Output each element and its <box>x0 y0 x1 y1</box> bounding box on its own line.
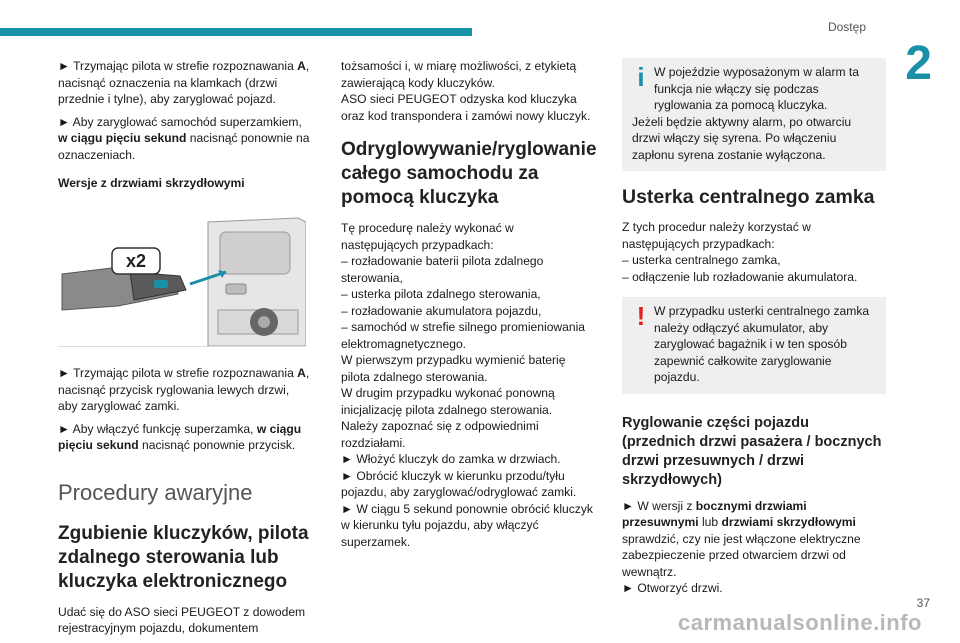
warning-note <box>622 297 886 394</box>
subheading: Ryglowanie części pojazdu (przednich drzwi pasażera / bocznych drzwi przesuwnych / drzwi skrzydłowych) <box>622 414 882 488</box>
list-item: – usterka pilota zdalnego sterowania, <box>341 287 541 301</box>
paragraph: Z tych procedur należy korzystać w następujących przypadkach: <box>622 220 811 251</box>
list-item: – usterka centralnego zamka, <box>622 253 781 267</box>
note-text: W pojeździe wyposażonym w alarm ta funkcja nie włączy się podczas ryglowania za pomocą kluczyka. <box>654 65 859 112</box>
column-2 <box>341 58 597 550</box>
note-text: Jeżeli będzie aktywny alarm, po otwarciu drzwi włączy się syrena. Po włączeniu zapłonu syrena zostanie wyłączona. <box>632 114 852 162</box>
paragraph: ► Aby włączyć funkcję superzamka, w ciągu pięciu sekund nacisnąć ponownie przycisk. <box>58 421 302 452</box>
paragraph: Udać się do ASO sieci PEUGEOT z dowodem rejestracyjnym pojazdu, dokumentem <box>58 604 306 635</box>
paragraph: ► Aby zaryglować samochód superzamkiem, w ciągu pięciu sekund nacisnąć ponownie na oznaczeniach. <box>58 114 310 162</box>
step: ► Włożyć kluczyk do zamka w drzwiach. <box>341 452 561 466</box>
column-1 <box>58 58 310 643</box>
step: ► Obrócić kluczyk w kierunku przodu/tyłu pojazdu, aby zaryglować/odryglować zamki. <box>341 468 577 499</box>
paragraph: Należy zapoznać się z odpowiednimi rozdziałami. <box>341 419 539 450</box>
list-item: – samochód w strefie silnego promieniowania elektromagnetycznego. <box>341 320 586 351</box>
subheading: Wersje z drzwiami skrzydłowymi <box>58 176 245 190</box>
paragraph: W drugim przypadku wykonać ponowną inicjalizację pilota zdalnego sterowania. <box>341 386 555 417</box>
paragraph: tożsamości i, w miarę możliwości, z etykietą zawierającą kody kluczyków. <box>341 59 577 90</box>
page-number: 37 <box>916 596 930 610</box>
paragraph: ► Trzymając pilota w strefie rozpoznawania A, nacisnąć przycisk ryglowania lewych drzwi, aby zaryglować zamki. <box>58 366 310 413</box>
column-3 <box>622 58 886 597</box>
step: ► W ciągu 5 sekund ponownie obrócić kluczyk w kierunku tyłu pojazdu, aby włączyć superzamek. <box>341 501 593 549</box>
list-item: – odłączenie lub rozładowanie akumulatora. <box>622 269 858 284</box>
heading: Zgubienie kluczyków, pilota zdalnego sterowania lub kluczyka elektronicznego <box>58 522 309 592</box>
paragraph: ► Trzymając pilota w strefie rozpoznawania A, nacisnąć oznaczenia na klamkach (drzwi przednie i tylne), aby zaryglować pojazd. <box>58 59 310 106</box>
note-text: W przypadku usterki centralnego zamka należy odłączyć akumulator, aby zaryglować bagażnik i w ten sposób zapewnić całkowite zaryglowanie pojazdu. <box>654 304 870 384</box>
illustration-key-fob-van <box>58 214 306 347</box>
chapter-number: 2 <box>905 37 932 90</box>
section-heading: Procedury awaryjne <box>58 479 253 505</box>
heading: Odryglowywanie/ryglowanie całego samochodu za pomocą kluczyka <box>341 139 597 208</box>
info-icon: i <box>637 62 645 92</box>
info-note <box>622 58 886 171</box>
step: ► Otworzyć drzwi. <box>622 581 723 595</box>
warning-icon: ! <box>636 301 646 331</box>
heading: Usterka centralnego zamka <box>622 186 875 208</box>
list-item: – rozładowanie akumulatora pojazdu, <box>341 303 542 318</box>
paragraph: ► W wersji z bocznymi drzwiami przesuwnymi lub drzwiami skrzydłowymi sprawdzić, czy nie jest włączone elektryczne zabezpieczenie przed otwarciem drzwi od wewnątrz. <box>622 498 861 579</box>
paragraph: W pierwszym przypadku wymienić baterię pilota zdalnego sterowania. <box>341 353 566 384</box>
list-item: – rozładowanie baterii pilota zdalnego sterowania, <box>341 254 544 285</box>
multiplier-label: x2 <box>125 250 147 271</box>
section-title: Dostęp <box>827 20 866 34</box>
header-accent-bar <box>0 28 472 36</box>
paragraph: ASO sieci PEUGEOT odzyska kod kluczyka oraz kod transpondera i zamówi nowy kluczyk. <box>341 92 591 123</box>
paragraph: Tę procedurę należy wykonać w następujących przypadkach: <box>341 221 514 252</box>
watermark: carmanualsonline.info <box>678 610 922 635</box>
